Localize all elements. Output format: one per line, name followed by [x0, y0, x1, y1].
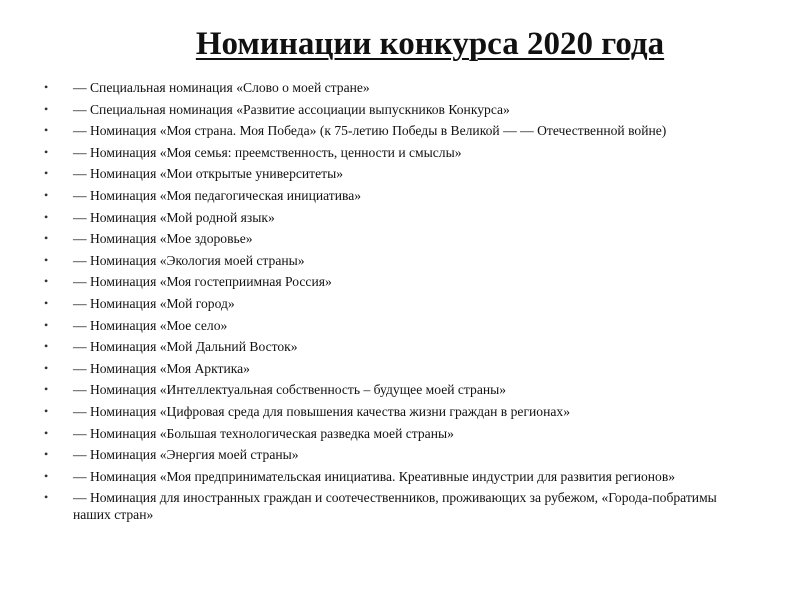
bullet-icon: • — [44, 80, 49, 94]
bullet-icon: • — [44, 425, 49, 440]
list-item-text: — Номинация для иностранных граждан и соотечественников, проживающих за рубежом, «Города-побратимы наших стран» — [73, 490, 717, 523]
list-item — [44, 273, 744, 290]
bullet-icon: • — [44, 144, 49, 159]
list-item — [44, 295, 744, 312]
bullet-icon: • — [44, 187, 49, 202]
list-item-text: — Номинация «Моя семья: преемственность, ценности и смыслы» — [73, 144, 462, 160]
list-item — [44, 317, 744, 334]
bullet-icon: • — [44, 317, 49, 332]
list-item-text: — Номинация «Экология моей страны» — [73, 252, 305, 268]
bullet-icon: • — [44, 274, 49, 289]
bullet-icon: • — [44, 166, 49, 181]
bullet-icon: • — [44, 101, 49, 116]
list-item — [44, 403, 744, 420]
list-item — [44, 489, 744, 523]
bullet-icon: • — [44, 403, 49, 418]
bullet-icon: • — [44, 252, 49, 267]
list-item — [44, 187, 744, 204]
list-item — [44, 144, 744, 161]
bullet-icon: • — [44, 490, 49, 505]
list-item — [44, 252, 744, 269]
list-item-text: — Номинация «Мое здоровье» — [73, 231, 253, 247]
list-item — [44, 79, 744, 96]
list-item-text: — Номинация «Энергия моей страны» — [73, 447, 299, 463]
list-item — [44, 446, 744, 463]
list-item — [44, 425, 744, 442]
list-item — [44, 381, 744, 398]
list-item — [44, 165, 744, 182]
list-item-text: — Номинация «Мое село» — [73, 317, 228, 333]
list-item-text: — Номинация «Моя Арктика» — [73, 360, 250, 376]
list-item — [44, 360, 744, 377]
list-item — [44, 338, 744, 355]
list-item-text: — Номинация «Большая технологическая разведка моей страны» — [73, 425, 454, 441]
list-item-text: — Номинация «Моя страна. Моя Победа» (к 75-летию Победы в Великой — — Отечественной войне) — [73, 123, 667, 139]
bullet-icon: • — [44, 231, 49, 246]
list-item — [44, 101, 744, 118]
bullet-icon: • — [44, 123, 49, 138]
list-item — [44, 230, 744, 247]
bullet-icon: • — [44, 295, 49, 310]
list-item — [44, 122, 744, 139]
list-item — [44, 209, 744, 226]
bullet-icon: • — [44, 468, 49, 483]
list-item-text: — Номинация «Мой родной язык» — [73, 209, 275, 225]
list-item-text: — Номинация «Мои открытые университеты» — [73, 166, 344, 182]
list-item-text: — Номинация «Мой Дальний Восток» — [73, 339, 298, 355]
list-item-text: — Номинация «Моя педагогическая инициатива» — [73, 187, 362, 203]
list-item-text: — Номинация «Моя гостеприимная Россия» — [73, 274, 332, 290]
list-item-text: — Специальная номинация «Развитие ассоциации выпускников Конкурса» — [73, 101, 510, 117]
list-item — [44, 468, 744, 485]
bullet-icon: • — [44, 447, 49, 462]
bullet-icon: • — [44, 339, 49, 354]
list-item-text: — Номинация «Мой город» — [73, 295, 235, 311]
nomination-list — [44, 79, 744, 528]
bullet-icon: • — [44, 382, 49, 397]
list-item-text: — Специальная номинация «Слово о моей стране» — [73, 80, 370, 95]
list-item-text: — Номинация «Моя предпринимательская инициатива. Креативные индустрии для развития регионов» — [73, 468, 676, 484]
list-item-text: — Номинация «Цифровая среда для повышения качества жизни граждан в регионах» — [73, 403, 571, 419]
list-item-text: — Номинация «Интеллектуальная собственность – будущее моей страны» — [73, 382, 507, 398]
bullet-icon: • — [44, 209, 49, 224]
slide-title: Номинации конкурса 2020 года — [195, 26, 665, 62]
bullet-icon: • — [44, 360, 49, 375]
